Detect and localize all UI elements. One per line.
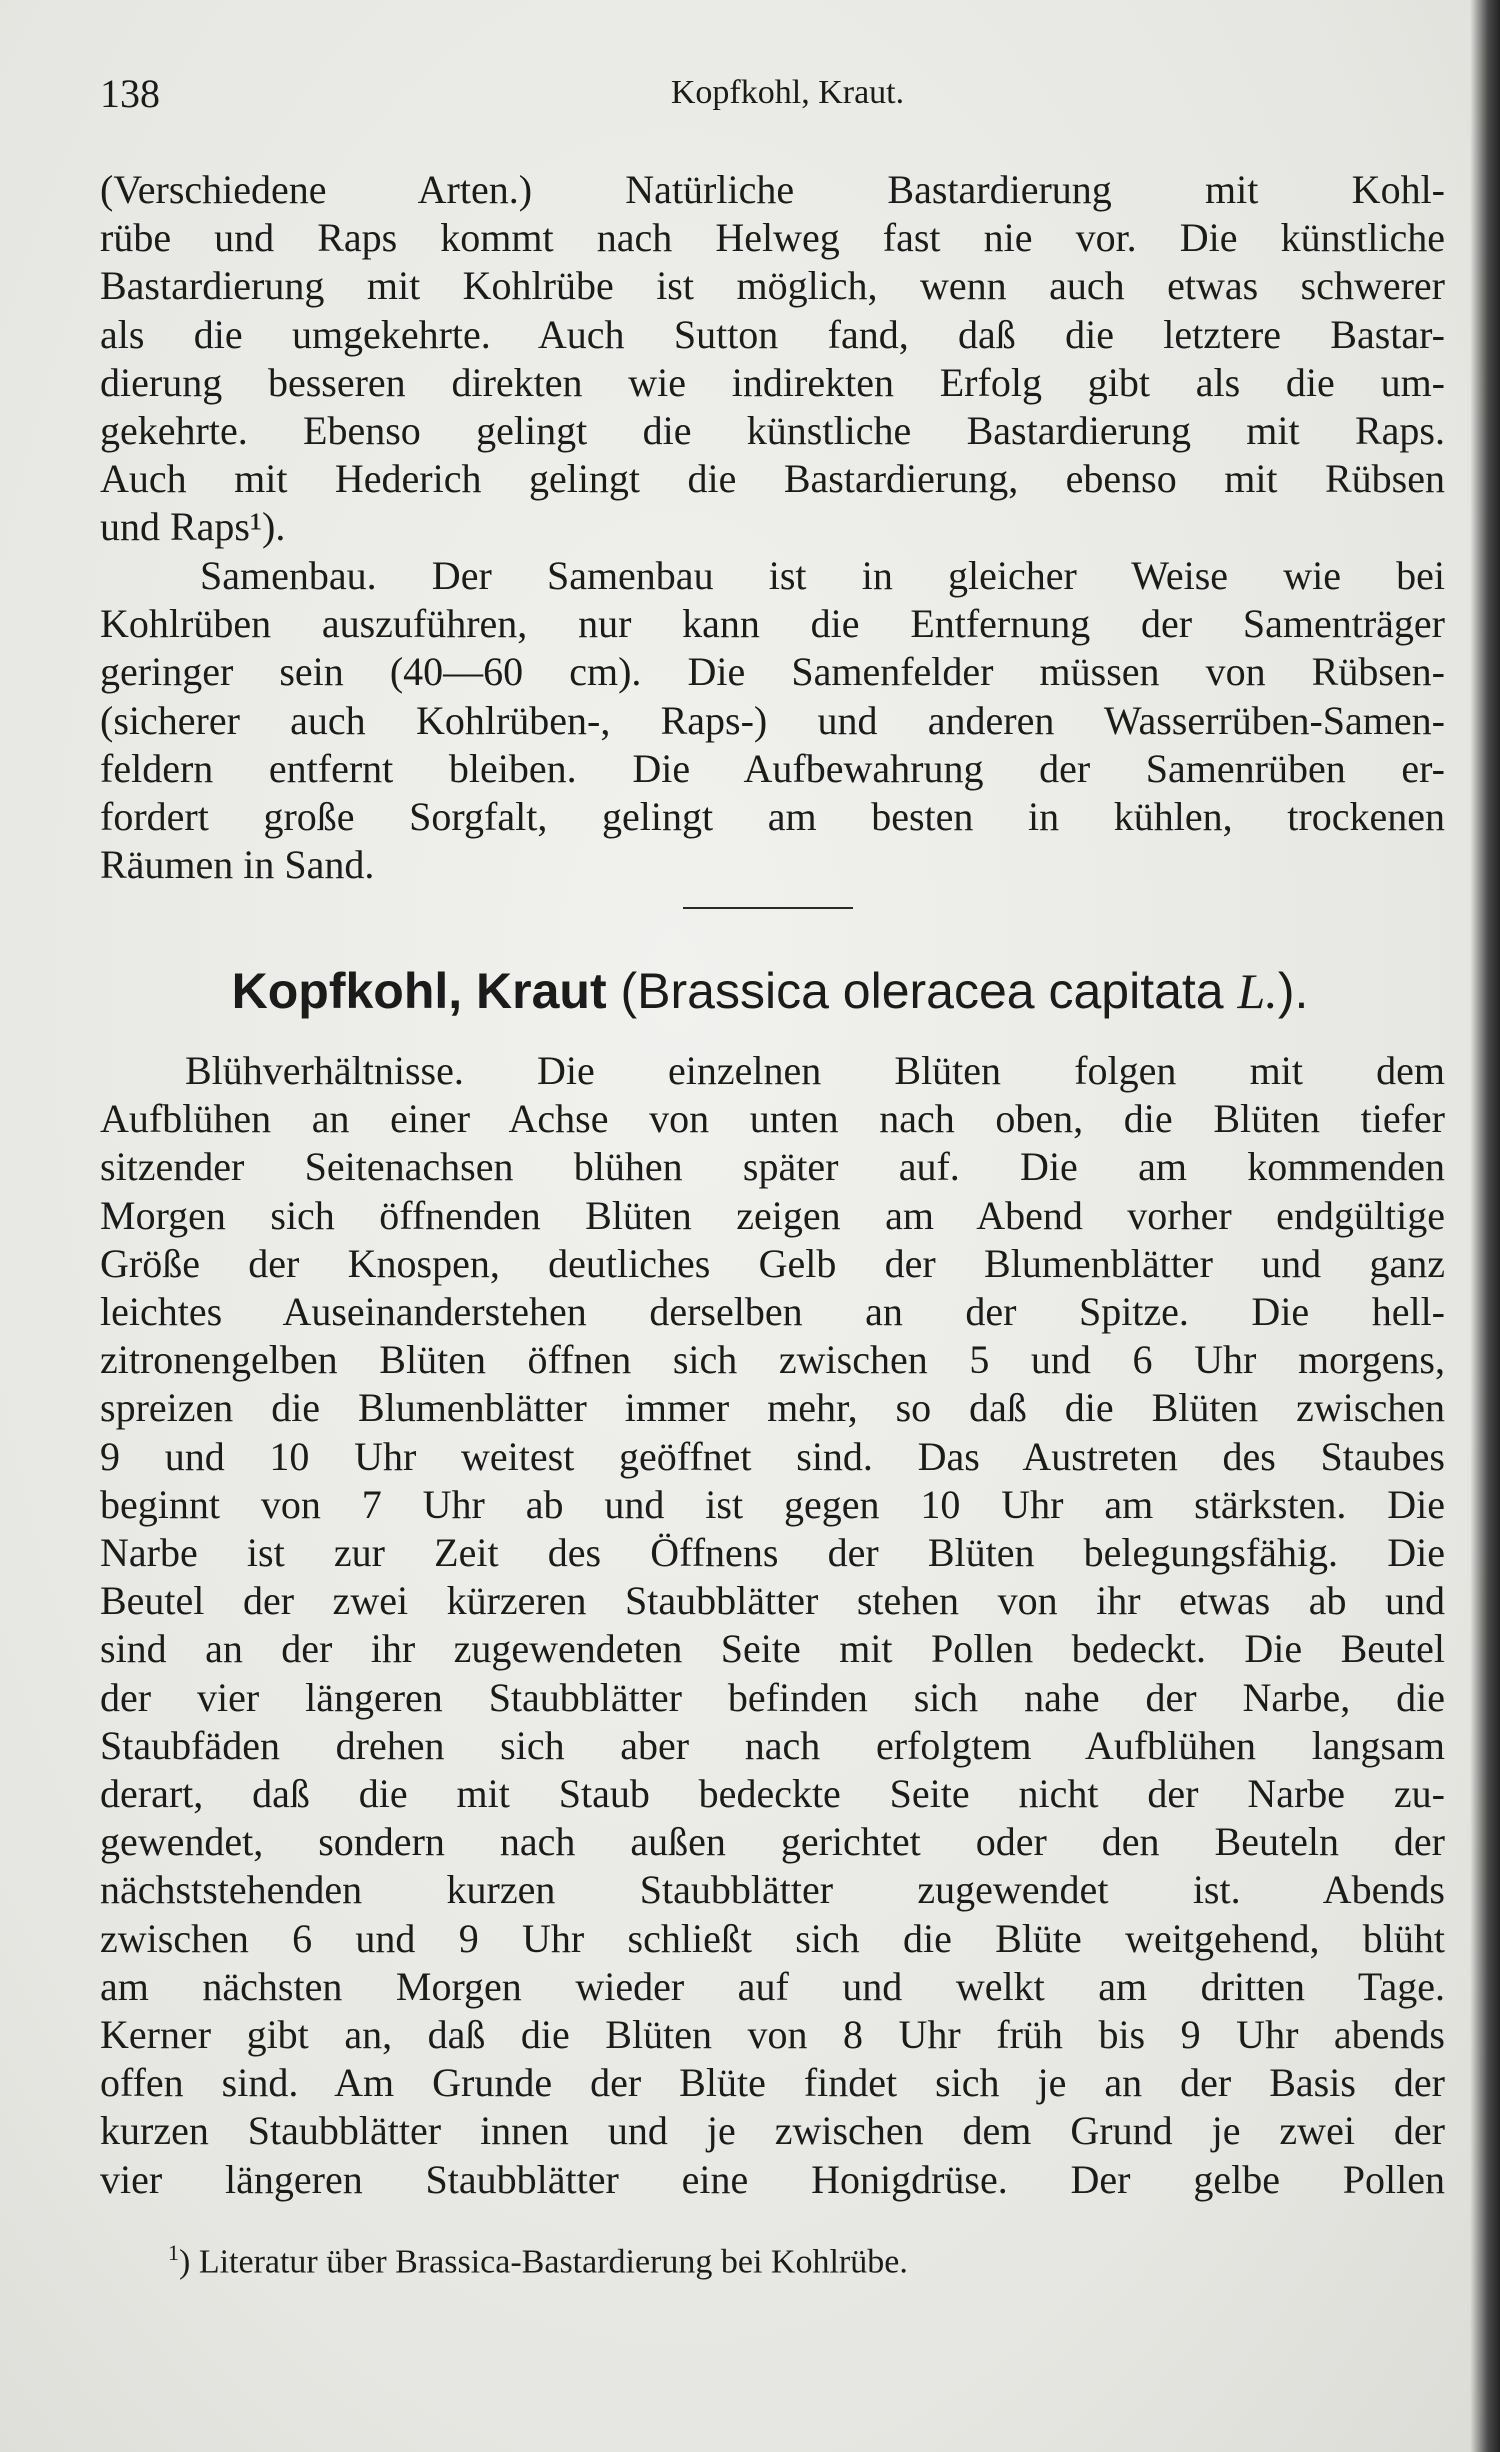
section-heading-latin: (Brassica oleracea capitata [620, 963, 1224, 1019]
text-line: kurzen Staubblätter innen und je zwischen dem Grund je zwei der [100, 2108, 1445, 2154]
text-line: Blühverhältnisse. Die einzelnen Blüten folgen mit dem [185, 1048, 1445, 1093]
text-line: Samenbau. Der Samenbau ist in gleicher Weise wie bei [200, 553, 1445, 598]
page-header [100, 70, 1445, 120]
footnote-text: ) Literatur über Brassica-Bastardierung bei Kohlrübe. [179, 2243, 908, 2281]
bluehverhaeltnisse-paragraph [100, 1047, 1445, 2204]
text-line: Staubfäden drehen sich aber nach erfolgtem Aufblühen langsam [100, 1722, 1445, 1768]
text-line: (Verschiedene Arten.) Natürliche Bastardierung mit Kohl- [100, 167, 1445, 212]
text-line: sitzender Seitenachsen blühen später auf. Die am kommenden [100, 1144, 1445, 1190]
text-line: beginnt von 7 Uhr ab und ist gegen 10 Uhr am stärksten. Die [100, 1481, 1445, 1527]
text-line: Räumen in Sand. [100, 842, 375, 888]
text-line: am nächsten Morgen wieder auf und welkt am dritten Tage. [100, 1963, 1445, 2009]
samenbau-paragraph [100, 552, 1445, 889]
section-divider [683, 907, 853, 909]
text-line: geringer sein (40—60 cm). Die Samenfelder müssen von Rübsen- [100, 649, 1445, 695]
footnote-marker: 1 [168, 2240, 179, 2265]
text-line: Kohlrüben auszuführen, nur kann die Entfernung der Samenträger [100, 601, 1445, 647]
text-line: als die umgekehrte. Auch Sutton fand, daß die letztere Bastar- [100, 311, 1445, 357]
text-line: Narbe ist zur Zeit des Öffnens der Blüten belegungsfähig. Die [100, 1530, 1445, 1576]
running-title: Kopfkohl, Kraut. [670, 74, 905, 111]
section-heading-close: ). [1277, 963, 1309, 1019]
text-line: Morgen sich öffnenden Blüten zeigen am Abend vorher endgültige [100, 1192, 1445, 1238]
text-line: Bastardierung mit Kohlrübe ist möglich, wenn auch etwas schwerer [100, 263, 1445, 309]
section-heading-main: Kopfkohl, Kraut [231, 963, 607, 1019]
text-line: gekehrte. Ebenso gelingt die künstliche Bastardierung mit Raps. [100, 408, 1445, 454]
text-line: sind an der ihr zugewendeten Seite mit Pollen bedeckt. Die Beutel [100, 1626, 1445, 1672]
text-line: derart, daß die mit Staub bedeckte Seite nicht der Narbe zu- [100, 1771, 1445, 1817]
footnote [168, 2240, 908, 2281]
text-line: (sicherer auch Kohlrüben-, Raps-) und anderen Wasserrüben-Samen- [100, 697, 1445, 743]
text-line: nächststehenden kurzen Staubblätter zugewendet ist. Abends [100, 1867, 1445, 1913]
text-line: 9 und 10 Uhr weitest geöffnet sind. Das Austreten des Staubes [100, 1433, 1445, 1479]
text-line: Kerner gibt an, daß die Blüten von 8 Uhr früh bis 9 Uhr abends [100, 2012, 1445, 2058]
section-heading [0, 962, 1500, 1020]
text-line: und Raps¹). [100, 504, 286, 550]
text-line: feldern entfernt bleiben. Die Aufbewahrung der Samenrüben er- [100, 745, 1445, 791]
continuation-paragraph [100, 166, 1445, 552]
text-line: vier längeren Staubblätter eine Honigdrüse. Der gelbe Pollen [100, 2156, 1445, 2202]
text-line: zwischen 6 und 9 Uhr schließt sich die Blüte weitgehend, blüht [100, 1915, 1445, 1961]
text-line: spreizen die Blumenblätter immer mehr, so daß die Blüten zwischen [100, 1385, 1445, 1431]
page-number: 138 [100, 71, 160, 116]
text-line: rübe und Raps kommt nach Helweg fast nie vor. Die künstliche [100, 215, 1445, 261]
text-line: offen sind. Am Grunde der Blüte findet sich je an der Basis der [100, 2060, 1445, 2106]
text-line: Auch mit Hederich gelingt die Bastardierung, ebenso mit Rübsen [100, 456, 1445, 502]
text-line: Beutel der zwei kürzeren Staubblätter stehen von ihr etwas ab und [100, 1578, 1445, 1624]
section-heading-authority: L. [1237, 963, 1278, 1019]
text-line: gewendet, sondern nach außen gerichtet oder den Beuteln der [100, 1819, 1445, 1865]
page-binding-shadow [1470, 0, 1500, 2452]
text-line: Aufblühen an einer Achse von unten nach oben, die Blüten tiefer [100, 1096, 1445, 1142]
text-line: dierung besseren direkten wie indirekten Erfolg gibt als die um- [100, 359, 1445, 405]
text-line: leichtes Auseinanderstehen derselben an der Spitze. Die hell- [100, 1289, 1445, 1335]
text-line: der vier längeren Staubblätter befinden sich nahe der Narbe, die [100, 1674, 1445, 1720]
text-line: fordert große Sorgfalt, gelingt am besten in kühlen, trockenen [100, 794, 1445, 840]
text-line: zitronengelben Blüten öffnen sich zwischen 5 und 6 Uhr morgens, [100, 1337, 1445, 1383]
text-line: Größe der Knospen, deutliches Gelb der Blumenblätter und ganz [100, 1240, 1445, 1286]
